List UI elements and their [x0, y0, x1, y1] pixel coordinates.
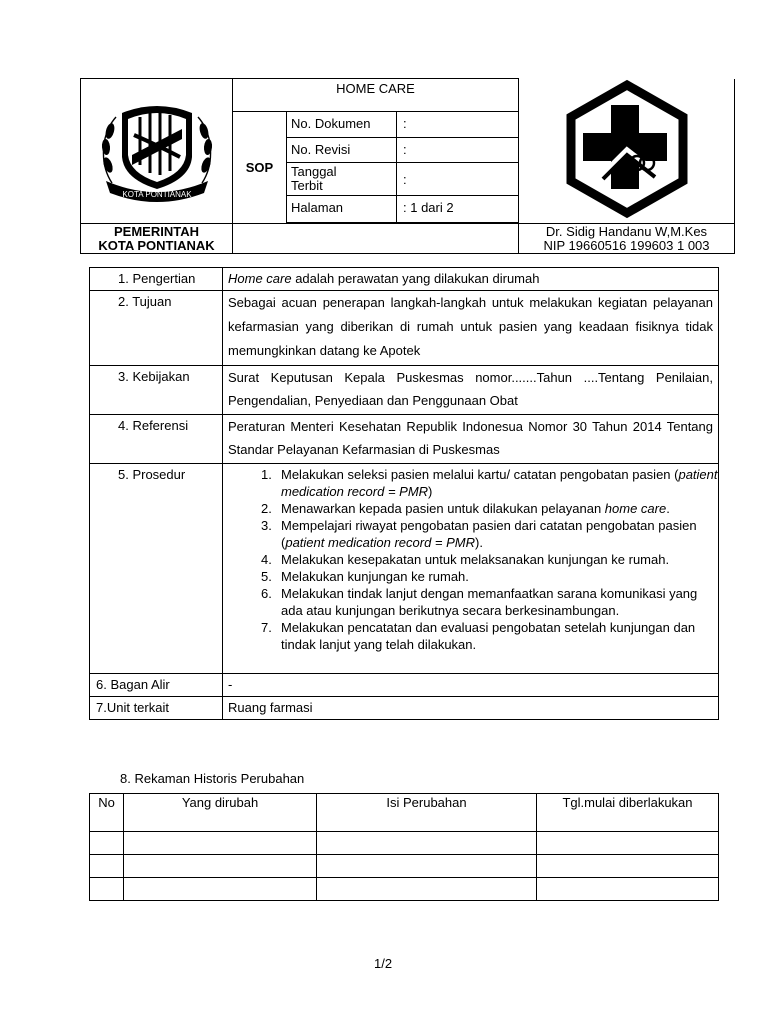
cell — [124, 878, 317, 901]
logo-text: KOTA PONTIANAK — [121, 189, 192, 199]
kebijakan-label: 3. Kebijakan — [90, 366, 223, 415]
pengertian-text — [223, 268, 719, 291]
procedure-step — [255, 585, 718, 619]
cell — [124, 855, 317, 878]
procedure-step — [255, 619, 718, 653]
signer-info — [519, 224, 735, 254]
row-bagan-alir — [90, 674, 719, 697]
tujuan-text: Sebagai acuan penerapan langkah-langkah untuk melakukan kegiatan pelayanan kefarmasian yang diberikan di rumah untuk pasien yang keadaan fisiknya tidak memungkinkan datang ke Apotek — [223, 291, 719, 366]
procedure-step — [255, 517, 718, 551]
cell — [537, 855, 719, 878]
step-text: Mempelajari riwayat pengobatan pasien dari catatan pengobatan pasien ( — [281, 518, 697, 550]
halaman-label: Halaman — [287, 196, 397, 223]
prosedur-steps — [223, 464, 719, 674]
cell — [90, 832, 124, 855]
procedure-step — [255, 500, 718, 517]
step-number: 1. — [261, 467, 272, 482]
tujuan-label: 2. Tujuan — [90, 291, 223, 366]
table-row — [90, 832, 719, 855]
kebijakan-text: Surat Keputusan Kepala Puskesmas nomor.......Tahun ....Tentang Penilaian, Pengendalian, Penyediaan dan Penggunaan Obat — [223, 366, 719, 415]
puskesmas-logo-cell — [519, 79, 735, 224]
referensi-label: 4. Referensi — [90, 415, 223, 464]
table-row — [90, 878, 719, 901]
rekaman-header-yang-dirubah: Yang dirubah — [124, 794, 317, 832]
signer-nip: NIP 19660516 199603 1 003 — [543, 238, 710, 253]
rekaman-title: 8. Rekaman Historis Perubahan — [120, 771, 305, 786]
procedure-step — [255, 568, 718, 585]
row-referensi — [90, 415, 719, 464]
cell — [537, 878, 719, 901]
step-text: Melakukan kunjungan ke rumah. — [281, 569, 469, 584]
rekaman-table — [89, 793, 719, 901]
step-text-end: ). — [475, 535, 483, 550]
no-revisi-value: : — [397, 138, 519, 163]
prosedur-label: 5. Prosedur — [90, 464, 223, 674]
step-number: 3. — [261, 518, 272, 533]
document-title: HOME CARE — [233, 79, 519, 112]
tanggal-terbit-label: Tanggal Terbit — [287, 163, 397, 196]
sop-content-table — [89, 267, 719, 720]
step-text-end: . — [666, 501, 670, 516]
cell — [317, 878, 537, 901]
government-name — [81, 224, 233, 254]
rekaman-header-isi-perubahan: Isi Perubahan — [317, 794, 537, 832]
sop-label: SOP — [233, 112, 287, 224]
rekaman-header-no: No — [90, 794, 124, 832]
pengertian-rest: adalah perawatan yang dilakukan dirumah — [291, 271, 540, 286]
bagan-alir-text: - — [223, 674, 719, 697]
no-dokumen-label: No. Dokumen — [287, 112, 397, 138]
puskesmas-cross-logo — [557, 79, 697, 219]
tanggal-terbit-value: : — [397, 163, 519, 196]
pengertian-italic: Home care — [228, 271, 292, 286]
row-unit-terkait — [90, 697, 719, 720]
step-text: Melakukan pencatatan dan evaluasi pengobatan setelah kunjungan dan tindak lanjut yang telah dilakukan. — [281, 620, 696, 652]
rekaman-header-row — [90, 794, 719, 832]
step-number: 6. — [261, 586, 272, 601]
row-kebijakan — [90, 366, 719, 415]
unit-terkait-label: 7.Unit terkait — [90, 697, 223, 720]
step-text-end: ) — [428, 484, 433, 499]
kota-pontianak-logo — [92, 95, 222, 205]
step-text: Melakukan tindak lanjut dengan memanfaatkan sarana komunikasi yang ada atau kunjungan berikutnya secara berkesinambungan. — [281, 586, 698, 618]
step-italic-text: patient medication record = PMR — [281, 467, 718, 499]
step-italic-text: patient medication record = PMR — [285, 535, 476, 550]
step-number: 4. — [261, 552, 272, 567]
page-number: 1/2 — [374, 956, 393, 971]
cell — [537, 832, 719, 855]
step-number: 7. — [261, 620, 272, 635]
rekaman-header-tgl: Tgl.mulai diberlakukan — [537, 794, 719, 832]
cell — [124, 832, 317, 855]
step-italic-text: home care — [604, 501, 667, 516]
cell — [90, 878, 124, 901]
halaman-value: : 1 dari 2 — [397, 196, 519, 223]
row-pengertian — [90, 268, 719, 291]
step-text: Menawarkan kepada pasien untuk dilakukan pelayanan — [281, 501, 605, 516]
cell — [317, 832, 537, 855]
step-text: Melakukan kesepakatan untuk melaksanakan kunjungan ke rumah. — [281, 552, 670, 567]
no-dokumen-value: : — [397, 112, 519, 138]
bagan-alir-label: 6. Bagan Alir — [90, 674, 223, 697]
referensi-text: Peraturan Menteri Kesehatan Republik Indonesua Nomor 30 Tahun 2014 Tentang Standar Pelayanan Kefarmasian di Puskesmas — [223, 415, 719, 464]
step-number: 2. — [261, 501, 272, 516]
row-prosedur — [90, 464, 719, 674]
pengertian-label: 1. Pengertian — [90, 268, 223, 291]
org-line-1: PEMERINTAH — [114, 224, 199, 239]
unit-terkait-text: Ruang farmasi — [223, 697, 719, 720]
cell — [317, 855, 537, 878]
procedure-list — [223, 464, 718, 673]
org-line-2: KOTA PONTIANAK — [98, 238, 215, 253]
table-row — [90, 855, 719, 878]
sop-header-table — [80, 78, 735, 254]
city-logo-cell — [81, 79, 233, 224]
step-text: Melakukan seleksi pasien melalui kartu/ catatan pengobatan pasien ( — [281, 467, 679, 482]
cell — [90, 855, 124, 878]
no-revisi-label: No. Revisi — [287, 138, 397, 163]
blank-cell — [233, 224, 519, 254]
procedure-step — [255, 466, 718, 500]
row-tujuan — [90, 291, 719, 366]
step-number: 5. — [261, 569, 272, 584]
signer-name: Dr. Sidig Handanu W,M.Kes — [545, 224, 708, 239]
procedure-step — [255, 551, 718, 568]
